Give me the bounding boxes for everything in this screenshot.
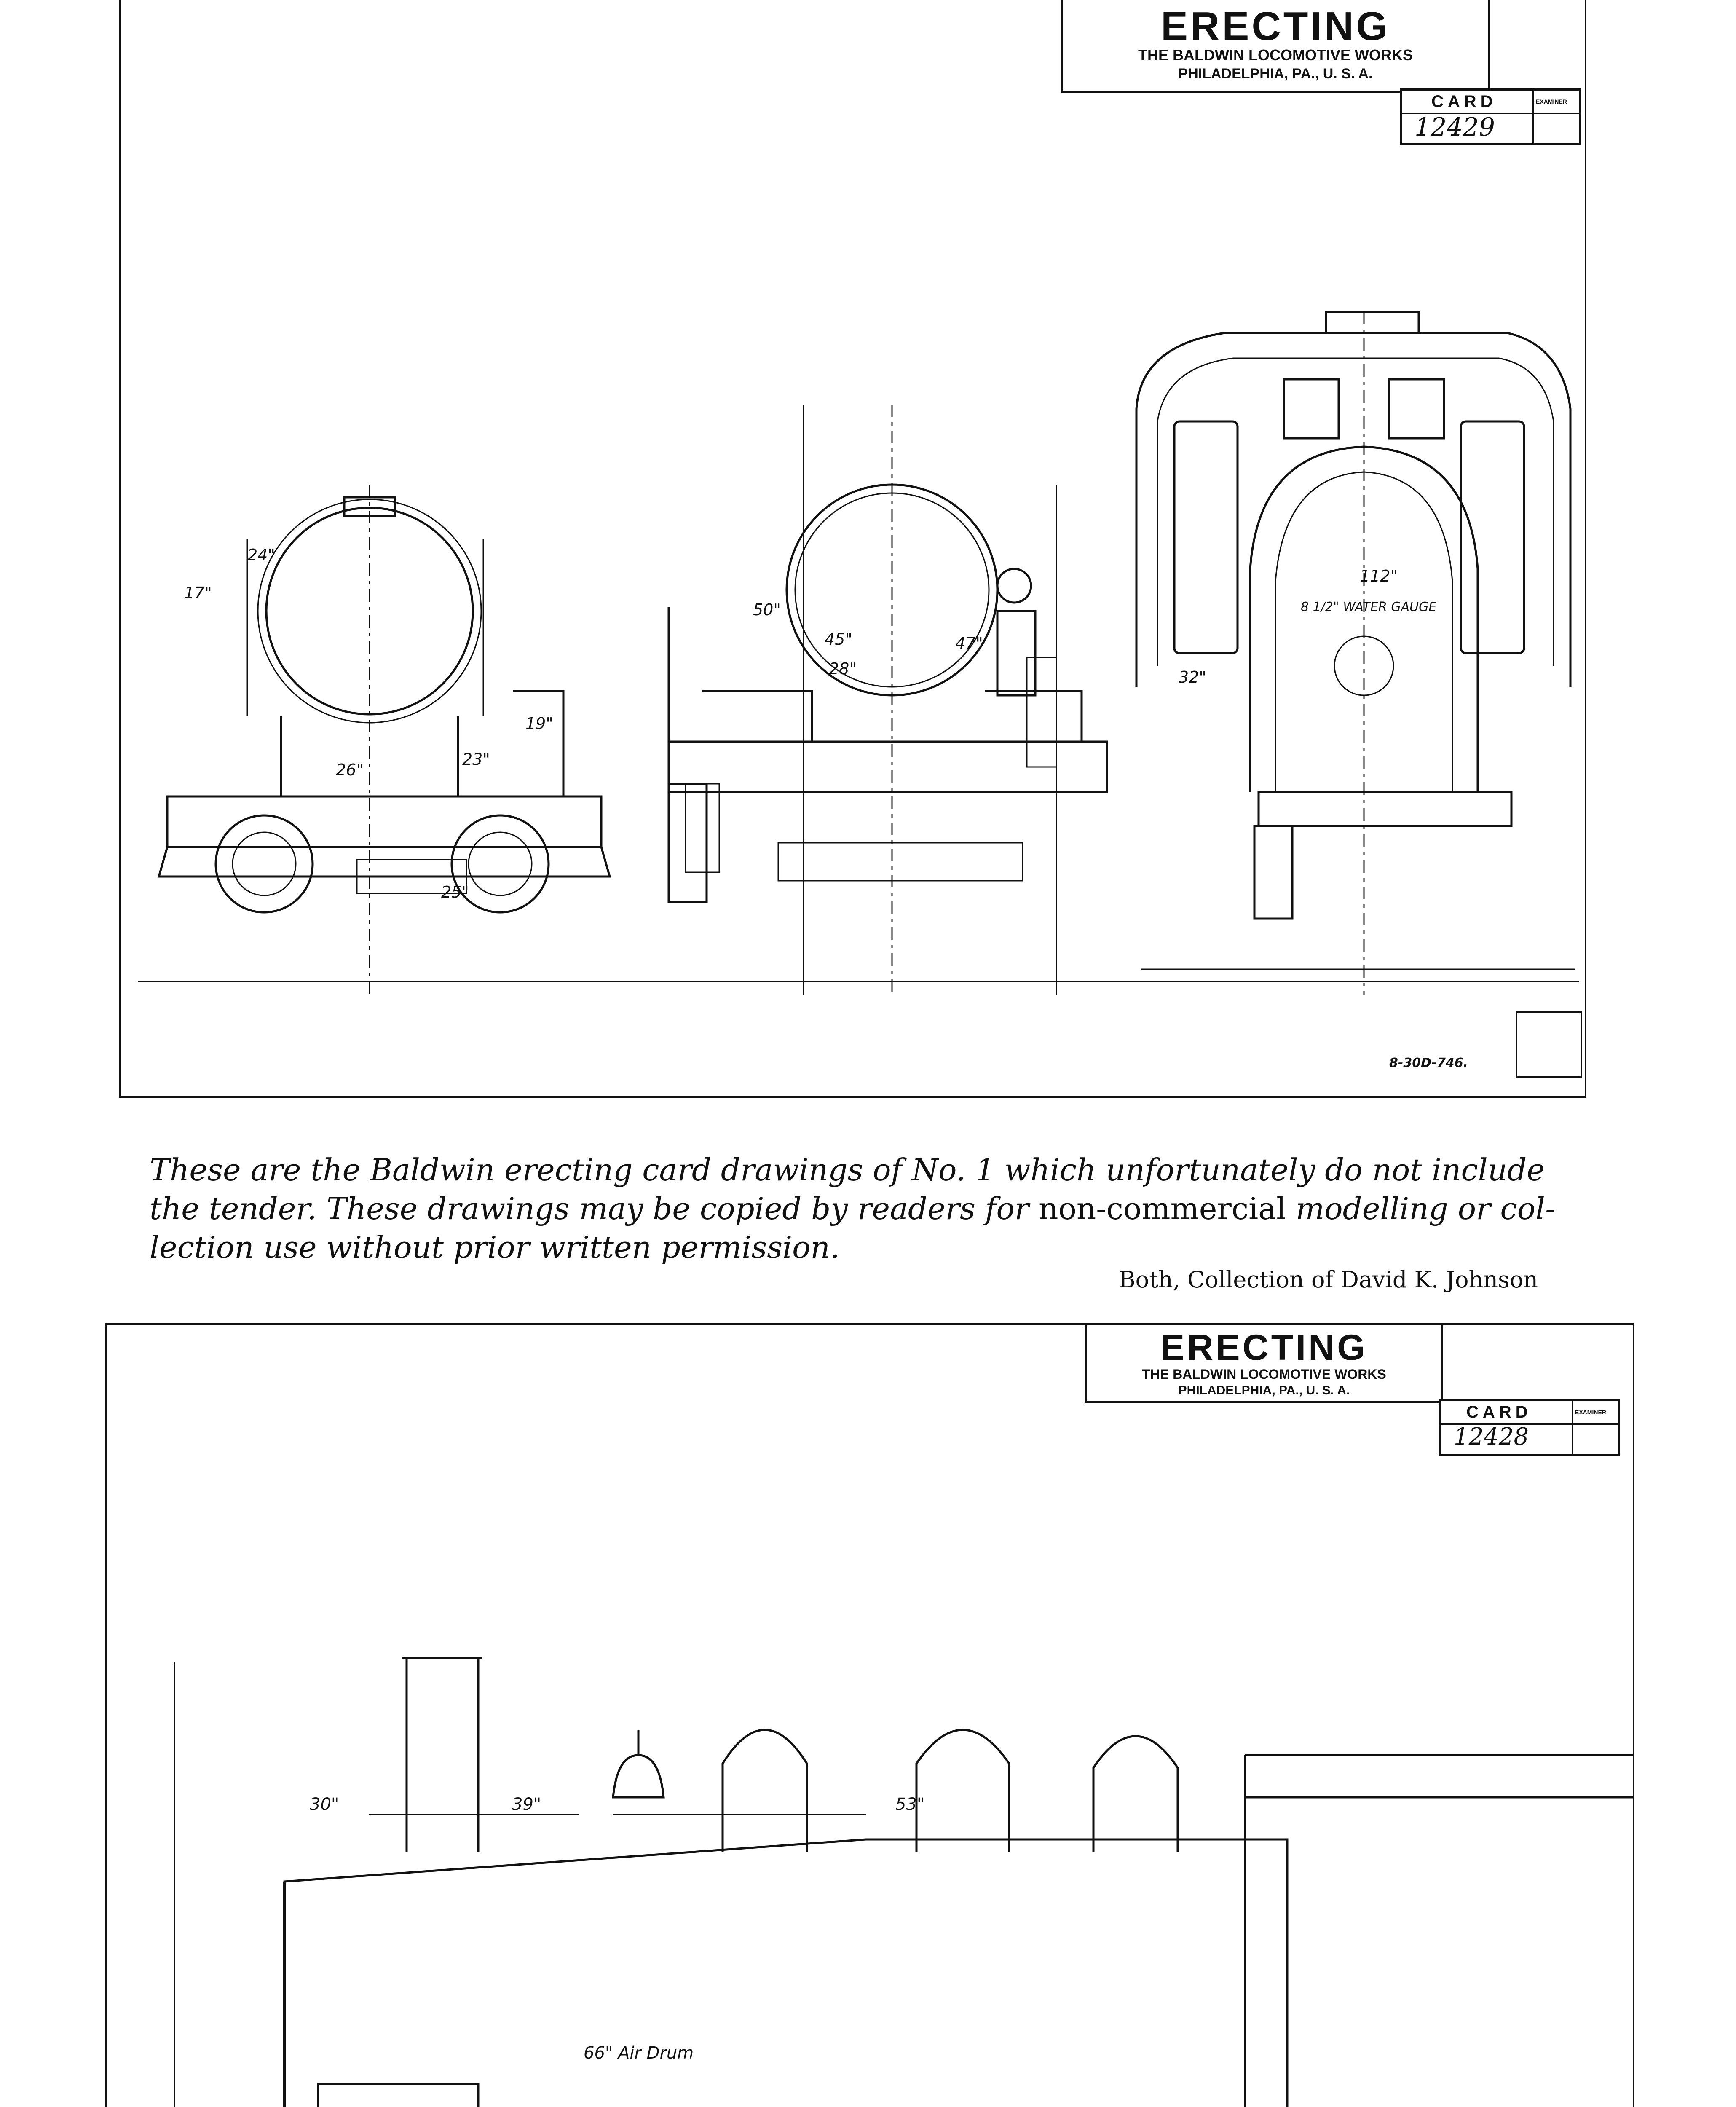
top-end-views-drawing	[121, 0, 1585, 1096]
top-dim-c: 23"	[462, 750, 490, 769]
top-title-block	[1061, 0, 1490, 93]
top-dim-a: 24"	[247, 546, 275, 564]
bottom-dim-d: 66" Air Drum	[584, 2043, 694, 2063]
top-company-name: THE BALDWIN LOCOMOTIVE WORKS	[1138, 46, 1413, 64]
cab-outline	[1136, 333, 1570, 687]
bottom-dim-a: 30"	[310, 1795, 339, 1814]
top-card-label: CARD	[1431, 92, 1497, 111]
bell	[613, 1755, 664, 1797]
dome-2	[916, 1730, 1009, 1852]
top-dim-k: 112"	[1360, 567, 1398, 585]
photo-credit: Both, Collection of David K. Johnson	[1119, 1266, 1538, 1293]
bottom-side-elevation-drawing	[107, 1325, 1633, 2107]
top-dim-j: 47"	[955, 634, 983, 653]
top-dim-l: 32"	[1179, 668, 1206, 686]
top-dim-d: 19"	[525, 714, 553, 733]
top-dim-b: 17"	[184, 584, 212, 602]
caption-part-2: non-commercial	[1039, 1191, 1286, 1226]
caption	[150, 1150, 1591, 1267]
top-drawing-number: 8-30D-746.	[1389, 1056, 1468, 1070]
bottom-dim-c: 53"	[895, 1795, 925, 1814]
top-drawn-by-box	[1516, 1011, 1582, 1078]
top-dim-i: 28"	[829, 659, 857, 678]
top-dim-m: 8 1/2" WATER GAUGE	[1301, 600, 1437, 614]
caption-part-3: modelling or col-lection use without prior written permission.	[150, 1191, 1556, 1265]
bottom-title-block	[1085, 1325, 1443, 1403]
bottom-drawing-sheet	[105, 1323, 1634, 2107]
top-erecting-title: ERECTING	[1160, 4, 1390, 49]
top-dim-f: 25"	[441, 883, 469, 901]
dome-1	[723, 1730, 807, 1852]
dome-3	[1093, 1736, 1178, 1852]
top-card-number: 12429	[1415, 113, 1495, 142]
bottom-erecting-title: ERECTING	[1160, 1327, 1368, 1368]
top-drawing-sheet	[119, 0, 1586, 1098]
top-dim-g: 50"	[753, 600, 781, 619]
smokestack	[402, 1658, 482, 1852]
bottom-company-location: PHILADELPHIA, PA., U. S. A.	[1178, 1383, 1350, 1397]
bottom-card-number: 12428	[1454, 1423, 1529, 1450]
top-company-location: PHILADELPHIA, PA., U. S. A.	[1178, 66, 1373, 82]
bottom-card-label: CARD	[1466, 1403, 1532, 1421]
top-examiner-label: EXAMINER	[1536, 98, 1567, 105]
bottom-dim-b: 39"	[512, 1795, 541, 1814]
bottom-card-box	[1439, 1399, 1620, 1456]
bottom-examiner-label: EXAMINER	[1575, 1409, 1606, 1415]
top-dim-e: 26"	[336, 761, 364, 779]
boiler-outline	[284, 1839, 1287, 2107]
top-dim-h: 45"	[825, 630, 852, 649]
cylinder	[318, 2084, 478, 2107]
caption-part-1: These are the Baldwin erecting card drawings of No. 1 which unfortunately do not include the tender. These drawings may be copied by readers for	[150, 1152, 1545, 1226]
cab	[1245, 1755, 1633, 2107]
front-left-wheel	[216, 815, 313, 912]
top-card-box	[1400, 88, 1581, 145]
bottom-company-name: THE BALDWIN LOCOMOTIVE WORKS	[1142, 1367, 1386, 1382]
